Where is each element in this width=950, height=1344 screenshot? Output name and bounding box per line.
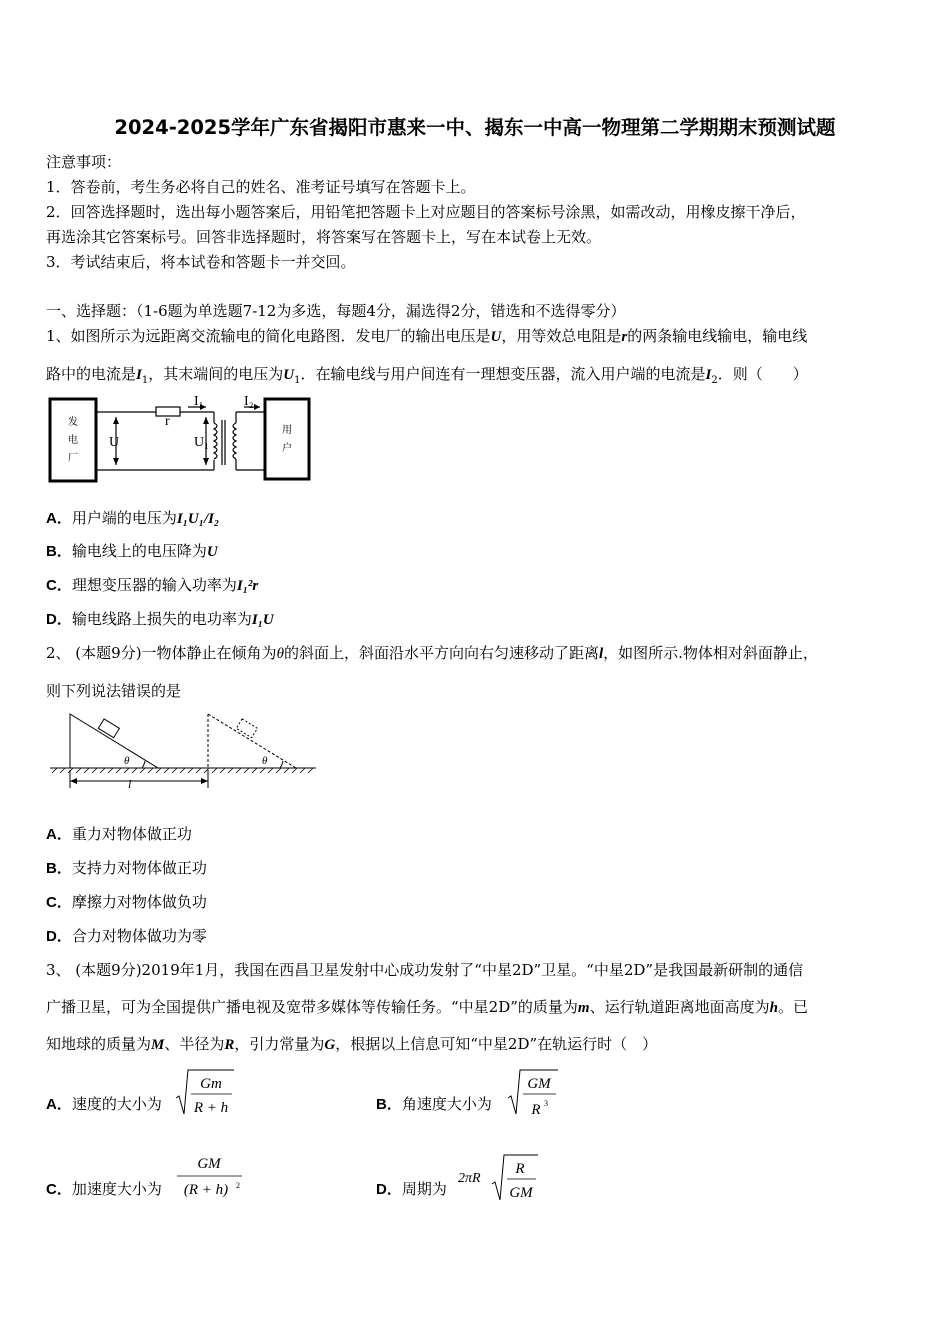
fig-label-r: r: [165, 414, 170, 429]
q1-text: 的两条输电线输电，输电线: [627, 327, 808, 345]
q3-option-a[interactable]: [46, 1094, 162, 1115]
fig-label-I1: I₁: [194, 394, 204, 409]
option-label: C．: [46, 577, 72, 594]
q1-option-a[interactable]: [46, 508, 219, 529]
notice-item: 再选涂其它答案标号。回答非选择题时，将答案写在答题卡上，写在本试卷上无效。: [46, 228, 602, 246]
q1-text: 路中的电流是: [46, 365, 137, 383]
fig-l: l: [128, 777, 132, 791]
page-title: 2024-2025学年广东省揭阳市惠来一中、揭东一中高一物理第二学期期末预测试题: [114, 116, 836, 139]
q3-option-b[interactable]: [376, 1094, 492, 1115]
user-label: 用: [282, 425, 292, 436]
option-text: 速度的大小为: [71, 1095, 162, 1113]
formula-c: [174, 1150, 246, 1202]
formula-b: [506, 1068, 560, 1120]
q3-option-c[interactable]: [46, 1179, 162, 1200]
fig-label-I2: I₂: [244, 394, 254, 409]
var-R: R: [224, 1037, 235, 1053]
formula-b-den: R: [531, 1102, 541, 1118]
formula-a-den: R + h: [193, 1100, 229, 1116]
q2-text: 2、 (本题9分)一物体静止在倾角为: [46, 644, 277, 662]
q3-text: ，引力常量为: [234, 1035, 325, 1053]
sub: 2: [711, 375, 718, 386]
formula-a: [174, 1068, 236, 1120]
section-heading: 一、选择题：（1-6题为单选题7-12为多选，每题4分，漏选得2分，错选和不选得零分）: [46, 302, 626, 320]
plant-label: 厂: [68, 453, 78, 464]
var-G: G: [324, 1037, 336, 1053]
option-label: B．: [376, 1096, 402, 1113]
q3-text-line3: [46, 1034, 657, 1055]
q1-text: ．则（ ）: [717, 365, 808, 383]
q2-option-a[interactable]: [46, 824, 192, 845]
notice-item: 1．答卷前，考生务必将自己的姓名、准考证号填写在答题卡上。: [46, 178, 476, 196]
option-text: 支持力对物体做正功: [71, 859, 207, 877]
q2-option-b[interactable]: [46, 858, 207, 879]
q2-text-line1: [46, 643, 818, 664]
option-label: B．: [46, 543, 72, 560]
q3-text: 知地球的质量为: [46, 1035, 152, 1053]
plant-label: 电: [68, 435, 78, 446]
user-label: 户: [282, 443, 292, 454]
option-label: A．: [46, 826, 72, 843]
notice-heading: 注意事项：: [46, 153, 122, 171]
formula-d-num: R: [515, 1161, 525, 1177]
option-math: I₁U: [251, 612, 274, 628]
q3-text: 、半径为: [164, 1035, 225, 1053]
formula-b-num: GM: [527, 1076, 551, 1092]
option-text: 角速度大小为: [401, 1095, 492, 1113]
plant-label: 发: [68, 417, 78, 428]
option-text: 用户端的电压为: [71, 509, 177, 527]
var-I2: I: [705, 367, 712, 383]
q3-text-line1: 3、 (本题9分)2019年1月，我国在西昌卫星发射中心成功发射了“中星2D”卫星。“中星2D”是我国最新研制的通信: [46, 961, 804, 979]
option-text: 周期为: [401, 1180, 447, 1198]
option-label: C．: [46, 1181, 72, 1198]
notice-item: 3．考试结束后，将本试卷和答题卡一并交回。: [46, 253, 356, 271]
q2-text-line2: 则下列说法错误的是: [46, 682, 182, 700]
var-M: M: [151, 1037, 165, 1053]
incline-diagram: [46, 708, 318, 793]
q3-text: 。已: [777, 998, 808, 1016]
var-l: l: [598, 646, 604, 662]
formula-c-exp: 2: [236, 1181, 240, 1190]
q2-text: ，如图所示.物体相对斜面静止，: [603, 644, 818, 662]
option-label: D．: [46, 928, 72, 945]
q1-text-line1: [46, 326, 807, 347]
option-math: I₁²r: [236, 578, 259, 594]
formula-a-num: Gm: [200, 1076, 222, 1092]
sub: 1: [141, 375, 149, 386]
q3-text: 广播卫星，可为全国提供广播电视及宽带多媒体等传输任务。“中星2D”的质量为: [46, 998, 578, 1016]
formula-c-num: GM: [197, 1156, 221, 1172]
q1-option-c[interactable]: [46, 575, 258, 596]
q2-option-c[interactable]: [46, 892, 207, 913]
circuit-diagram: [46, 393, 316, 488]
q1-text: ，用等效总电阻是: [501, 327, 622, 345]
var-U1: U: [283, 367, 295, 383]
q1-option-d[interactable]: [46, 609, 274, 630]
fig-theta-1: θ: [124, 755, 130, 767]
option-text: 重力对物体做正功: [71, 825, 192, 843]
option-text: 合力对物体做功为零: [71, 927, 207, 945]
option-label: D．: [376, 1181, 402, 1198]
sub: 1: [294, 375, 301, 386]
q3-text-line2: [46, 997, 808, 1018]
fig-label-U1: U₁: [194, 435, 209, 450]
var-theta: θ: [276, 646, 284, 662]
q3-text: ，根据以上信息可知“中星2D”在轨运行时（ ）: [335, 1035, 658, 1053]
q3-text: 、运行轨道距离地面高度为: [589, 998, 770, 1016]
formula-b-exp: 3: [544, 1099, 548, 1108]
option-text: 输电线路上损失的电功率为: [71, 610, 252, 628]
q1-option-b[interactable]: [46, 541, 218, 562]
option-text: 摩擦力对物体做负功: [71, 893, 207, 911]
q2-option-d[interactable]: [46, 926, 207, 947]
formula-c-den: (R + h): [183, 1182, 229, 1198]
option-math: I₁U₁/I₂: [176, 511, 220, 527]
q1-text-line2: [46, 364, 808, 391]
q1-text: ．在输电线与用户间连有一理想变压器，流入用户端的电流是: [300, 365, 706, 383]
var-h: h: [769, 1000, 778, 1016]
formula-d: [456, 1152, 542, 1204]
q3-option-d[interactable]: [376, 1179, 447, 1200]
var-r: r: [621, 329, 628, 345]
option-text: 加速度大小为: [71, 1180, 162, 1198]
option-label: B．: [46, 860, 72, 877]
option-text: 理想变压器的输入功率为: [71, 576, 237, 594]
option-text: 输电线上的电压降为: [71, 542, 207, 560]
formula-d-den: GM: [509, 1185, 533, 1201]
var-I1: I: [136, 367, 142, 383]
notice-item: 2．回答选择题时，选出每小题答案后，用铅笔把答题卡上对应题目的答案标号涂黑，如需改动，用橡皮擦干净后，: [46, 203, 806, 221]
option-math: U: [206, 544, 218, 560]
fig-label-U: U: [109, 435, 120, 450]
var-m: m: [577, 1000, 590, 1016]
q1-text: 1、如图所示为远距离交流输电的简化电路图．发电厂的输出电压是: [46, 327, 491, 345]
formula-d-pre: 2πR: [458, 1171, 481, 1186]
q2-text: 的斜面上，斜面沿水平方向向右匀速移动了距离: [283, 644, 599, 662]
option-label: A．: [46, 510, 72, 527]
option-label: C．: [46, 894, 72, 911]
fig-theta-2: θ: [262, 755, 268, 767]
option-label: D．: [46, 611, 72, 628]
var-U: U: [490, 329, 502, 345]
option-label: A．: [46, 1096, 72, 1113]
q1-text: ，其末端间的电压为: [148, 365, 284, 383]
